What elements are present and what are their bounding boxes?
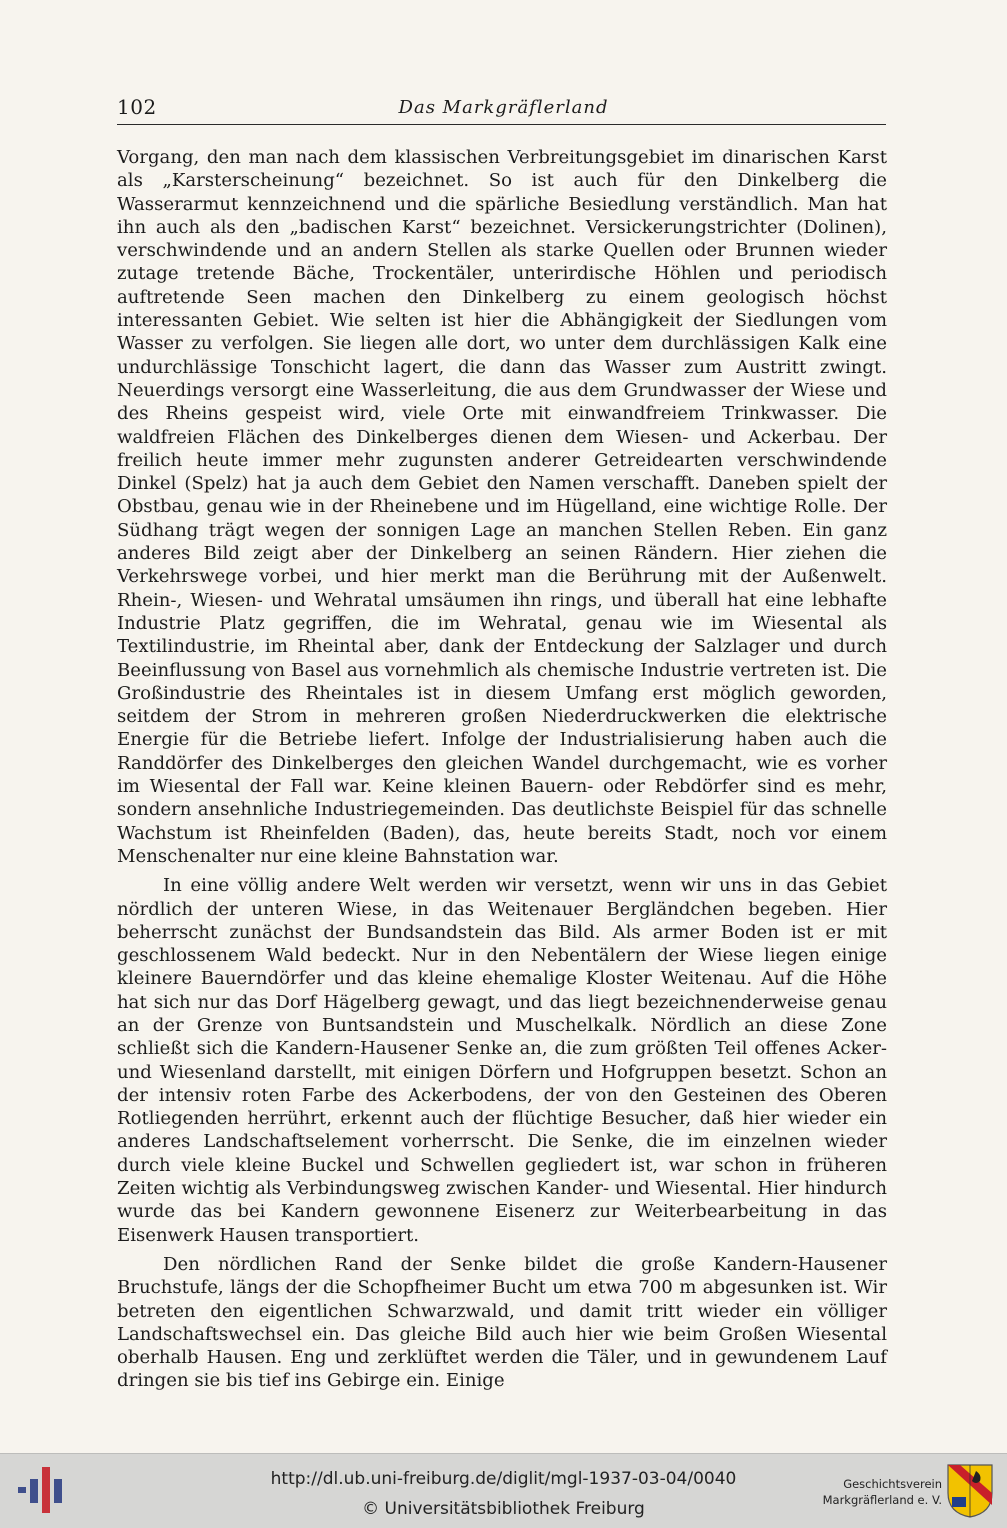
viewer-footer (0, 1453, 1007, 1528)
body-text (117, 146, 887, 1399)
paragraph-3: Den nördlichen Rand der Senke bildet die große Kandern-Hausener Bruchstufe, längs der die Schopfheimer Bucht um etwa 700 m abgesunken ist. Wir betreten den eigentlichen Schwarzwald, und damit tritt wieder ein völliger Landschaftswechsel ein. Das gleiche Bild auch hier wie beim Großen Wiesental oberhalb Hausen. Eng und zerklüftet werden die Täler, und in gewundenem Lauf dringen sie bis tief ins Gebirge ein. Einige (117, 1253, 887, 1392)
paragraph-1: Vorgang, den man nach dem klassischen Verbreitungsgebiet im dinarischen Karst als „Karsterscheinung“ bezeichnet. So ist auch für den Dinkelberg die Wasserarmut kennzeichnend und die spärliche Besiedlung verständlich. Man hat ihn auch als den „badischen Karst“ bezeichnet. Versickerungstrichter (Dolinen), verschwindende und an andern Stellen als starke Quellen oder Brunnen wieder zutage tretende Bäche, Trockentäler, unterirdische Höhlen und periodisch auftretende Seen machen den Dinkelberg zu einem geologisch höchst interessanten Gebiet. Wie selten ist hier die Abhängigkeit der Siedlungen vom Wasser zu verfolgen. Sie liegen alle dort, wo unter dem durchlässigen Kalk eine undurchlässige Tonschicht lagert, die dann das Wasser zum Austritt zwingt. Neuerdings versorgt eine Wasserleitung, die aus dem Grundwasser der Wiese und des Rheins gespeist wird, viele Orte mit einwandfreiem Trinkwasser. Die waldfreien Flächen des Dinkelberges dienen dem Wiesen- und Ackerbau. Der freilich heute immer mehr zugunsten anderer Getreidearten verschwindende Dinkel (Spelz) hat ja auch dem Gebiet den Namen verschafft. Daneben spielt der Obstbau, genau wie in der Rheinebene und im Hügelland, eine wichtige Rolle. Der Südhang trägt wegen der sonnigen Lage an manchen Stellen Reben. Ein ganz anderes Bild zeigt aber der Dinkelberg an seinen Rändern. Hier ziehen die Verkehrswege vorbei, und hier merkt man die Berührung mit der Außenwelt. Rhein-, Wiesen- und Wehratal umsäumen ihn rings, und überall hat eine lebhafte Industrie Platz gegriffen, die im Wehratal, genau wie im Wiesental als Textilindustrie, im Rheintal aber, dank der Entdeckung der Salzlager und durch Beeinflussung von Basel aus vornehmlich als chemische Industrie vertreten ist. Die Großindustrie des Rheintales ist in diesem Umfang erst möglich geworden, seitdem der Strom in mehreren großen Niederdruckwerken die elektrische Energie für die Betriebe liefert. Infolge der Industrialisierung haben auch die Randdörfer des Dinkelberges den gleichen Wandel durchgemacht, wie es vorher im Wiesental der Fall war. Keine kleinen Bauern- oder Rebdörfer sind es mehr, sondern ansehnliche Industriegemeinden. Das deutlichste Beispiel für das schnelle Wachstum ist Rheinfelden (Baden), das, heute bereits Stadt, noch vor einem Menschenalter nur eine kleine Bahnstation war. (117, 147, 887, 867)
markgraeflerland-crest-icon[interactable] (946, 1463, 994, 1519)
paragraph-2: In eine völlig andere Welt werden wir versetzt, wenn wir uns in das Gebiet nördlich der unteren Wiese, in das Weitenauer Bergländchen begeben. Hier beherrscht zunächst der Bundsandstein das Bild. Als armer Boden ist er mit geschlossenem Wald bedeckt. Nur in den Nebentälern der Wiese liegen einige kleinere Bauerndörfer und das kleine ehemalige Kloster Weitenau. Auf die Höhe hat sich nur das Dorf Hägelberg gewagt, und das liegt bezeichnenderweise genau an der Grenze von Buntsandstein und Muschelkalk. Nördlich an diese Zone schließt sich die Kandern-Hausener Senke an, die zum größten Teil offenes Acker- und Wiesenland darstellt, mit einigen Dörfern und Hofgruppen besetzt. Schon an der intensiv roten Farbe des Ackerbodens, der von den Gesteinen des Oberen Rotliegenden herrührt, erkennt auch der flüchtige Besucher, daß hier wieder ein anderes Landschaftselement vorherrscht. Die Senke, die im einzelnen wieder durch viele kleine Buckel und Schwellen gegliedert ist, war schon in früheren Zeiten wichtig als Verbindungsweg zwischen Kander- und Wiesental. Hier hindurch wurde das bei Kandern gewonnene Eisenerz zur Weiterbearbeitung in das Eisenwerk Hausen transportiert. (117, 875, 887, 1246)
society-line-1: Geschichtsverein (843, 1477, 942, 1491)
society-line-2: Markgräflerland e. V. (822, 1493, 942, 1507)
page-number: 102 (117, 95, 157, 119)
header-rule (117, 124, 886, 125)
copyright-notice: © Universitätsbibliothek Freiburg (362, 1499, 645, 1519)
permalink-url[interactable]: http://dl.ub.uni-freiburg.de/diglit/mgl-1937-03-04/0040 (270, 1469, 737, 1489)
society-name (810, 1476, 942, 1508)
running-head: Das Markgräflerland (398, 97, 609, 118)
